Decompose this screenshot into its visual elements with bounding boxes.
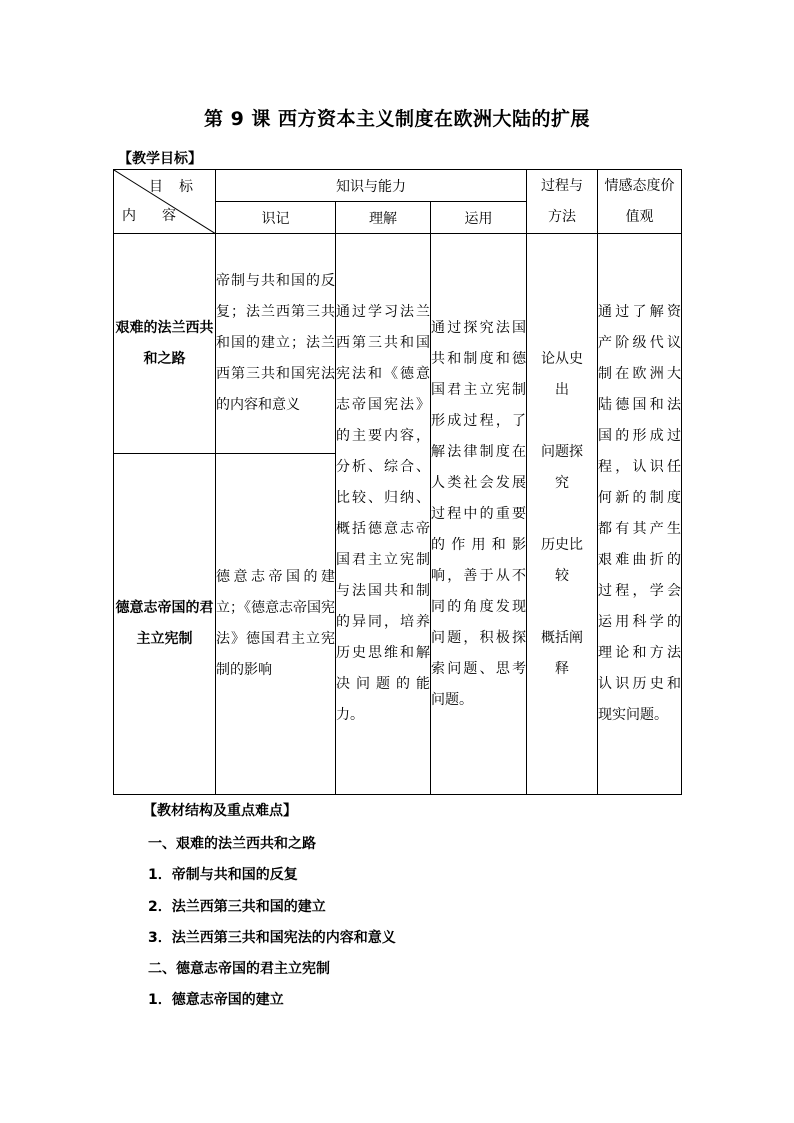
knowledge-ability-header: 知识与能力 <box>216 170 527 202</box>
row-label-french-republic: 艰难的法兰西共和之路 <box>114 234 216 454</box>
method-item: 论从史出 <box>541 350 584 398</box>
emotion-value-header: 情感态度价值观 <box>598 170 682 234</box>
outline-item: 1．帝制与共和国的反复 <box>148 867 298 883</box>
outline-item: 一、艰难的法兰西共和之路 <box>148 836 316 852</box>
diag-label-objectives: 目标 <box>149 179 209 195</box>
methods-cell <box>527 234 598 795</box>
outline-item: 2．法兰西第三共和国的建立 <box>148 899 326 915</box>
understand-cell: 通过学习法兰西第三共和国宪法和《德意志帝国宪法》的主要内容，分析、综合、比较、归纳、概括德意志帝国君主立宪制与法国共和制的异同，培养历史思维和解决问题的能力。 <box>336 234 431 795</box>
method-item: 历史比较 <box>541 536 584 584</box>
outline-item: 1．德意志帝国的建立 <box>148 992 284 1008</box>
outline-item: 二、德意志帝国的君主立宪制 <box>148 961 330 977</box>
process-method-header: 过程与方法 <box>527 170 598 234</box>
method-item: 概括阐释 <box>541 629 584 677</box>
method-item: 问题探究 <box>541 443 584 491</box>
recall-header: 识记 <box>216 202 336 234</box>
row-label-german-empire: 德意志帝国的君主立宪制 <box>114 454 216 795</box>
diagonal-header-cell <box>114 170 216 234</box>
emotion-cell: 通过了解资产阶级代议制在欧洲大陆德国和法国的形成过程，认识任何新的制度都有其产生艰难曲折的过程，学会运用科学的理论和方法认识历史和现实问题。 <box>598 234 682 795</box>
objectives-table <box>113 169 682 795</box>
apply-header: 运用 <box>431 202 527 234</box>
section-label-objectives: 【教学目标】 <box>118 151 202 167</box>
recall-cell-france: 帝制与共和国的反复；法兰西第三共和国的建立；法兰西第三共和国宪法的内容和意义 <box>216 234 336 454</box>
apply-cell: 通过探究法国共和制度和德国君主立宪制形成过程，了解法律制度在人类社会发展过程中的重要的作用和影响，善于从不同的角度发现问题，积极探索问题、思考问题。 <box>431 234 527 795</box>
recall-cell-germany: 德意志帝国的建立；《德意志帝国宪法》德国君主立宪制的影响 <box>216 454 336 795</box>
understand-header: 理解 <box>336 202 431 234</box>
outline-item: 3．法兰西第三共和国宪法的内容和意义 <box>148 930 396 946</box>
page-title: 第 9 课 西方资本主义制度在欧洲大陆的扩展 <box>203 108 591 130</box>
outline-heading: 【教材结构及重点难点】 <box>143 803 297 819</box>
diag-label-content: 内容 <box>122 208 202 224</box>
